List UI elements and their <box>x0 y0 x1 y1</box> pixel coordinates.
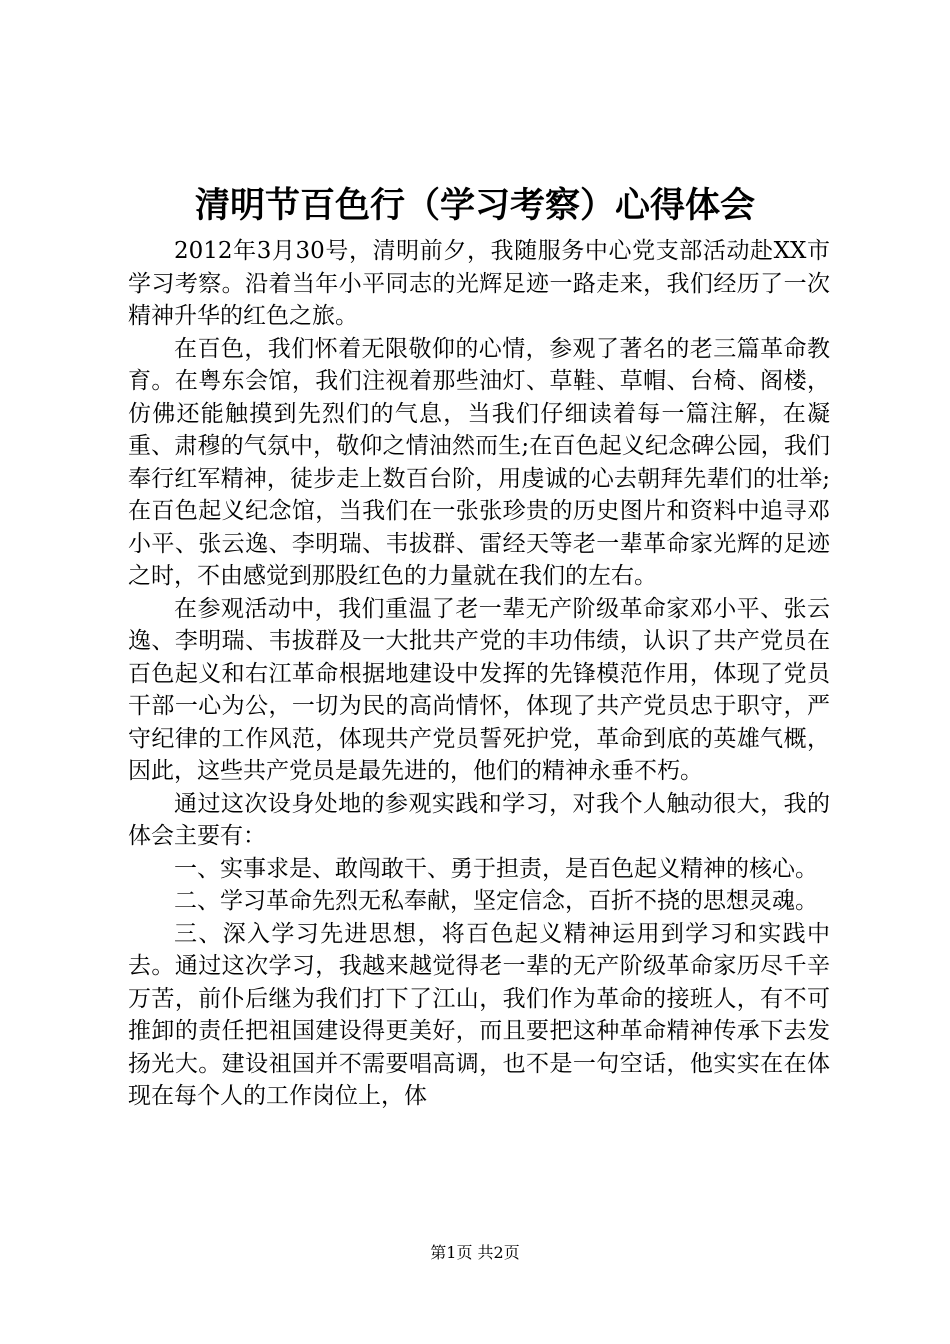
paragraph-visit: 在百色，我们怀着无限敬仰的心情，参观了著名的老三篇革命教育。在粤东会馆，我们注视着那些油灯、草鞋、草帽、台椅、阁楼，仿佛还能触摸到先烈们的气息，当我们仔细读着每一篇注解，在凝重、肃穆的气氛中，敬仰之情油然而生;在百色起义纪念碑公园，我们奉行红军精神，徒步走上数百台阶，用虔诚的心去朝拜先辈们的壮举;在百色起义纪念馆，当我们在一张张珍贵的历史图片和资料中追寻邓小平、张云逸、李明瑞、韦拔群、雷经天等老一辈革命家光辉的足迹之时，不由感觉到那股红色的力量就在我们的左右。 <box>128 335 830 589</box>
paragraph-intro: 2012年3月30号，清明前夕，我随服务中心党支部活动赴XX市学习考察。沿着当年小平同志的光辉足迹一路走来，我们经历了一次精神升华的红色之旅。 <box>128 238 830 329</box>
paragraph-reflection: 通过这次设身处地的参观实践和学习，对我个人触动很大，我的体会主要有： <box>128 790 830 849</box>
paragraph-review: 在参观活动中，我们重温了老一辈无产阶级革命家邓小平、张云逸、李明瑞、韦拔群及一大批共产党的丰功伟绩，认识了共产党员在百色起义和右江革命根据地建设中发挥的先锋模范作用，体现了党员干部一心为公，一切为民的高尚情怀，体现了共产党员忠于职守，严守纪律的工作风范，体现共产党员誓死护党，革命到底的英雄气概，因此，这些共产党员是最先进的，他们的精神永垂不朽。 <box>128 595 830 784</box>
page-number-footer: 第1页 共2页 <box>430 1243 520 1262</box>
document-title: 清明节百色行（学习考察）心得体会 <box>194 185 755 226</box>
paragraph-point-one: 一、实事求是、敢闯敢干、勇于担责，是百色起义精神的核心。 <box>174 855 818 882</box>
document-body <box>128 235 830 1113</box>
paragraph-point-three: 三、深入学习先进思想，将百色起义精神运用到学习和实践中去。通过这次学习，我越来越觉得老一辈的无产阶级革命家历尽千辛万苦，前仆后继为我们打下了江山，我们作为革命的接班人，有不可推卸的责任把祖国建设得更美好，而且要把这种革命精神传承下去发扬光大。建设祖国并不需要唱高调，也不是一句空话，他实实在在体现在每个人的工作岗位上，体 <box>128 920 830 1109</box>
paragraph-point-two: 二、学习革命先烈无私奉献，坚定信念，百折不挠的思想灵魂。 <box>174 888 818 914</box>
